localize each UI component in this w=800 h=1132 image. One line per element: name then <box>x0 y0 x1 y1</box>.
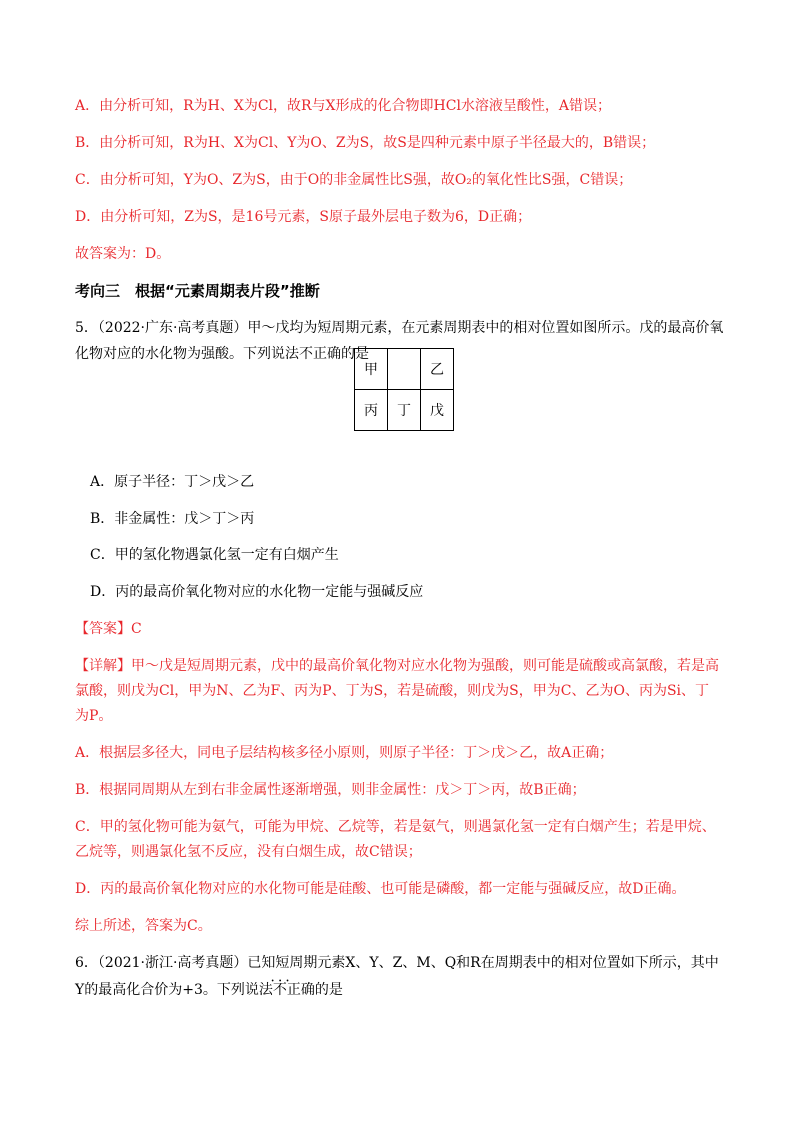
q5-stem-line1: 5．（2022·广东·高考真题）甲～戊均为短周期元素，在元素周期表中的相对位置如图所示。戊的最高价氧 <box>75 320 724 336</box>
section-heading: 考向三 根据“元素周期表片段”推断 <box>75 282 320 300</box>
cell-wu: 戊 <box>421 390 454 431</box>
cell-ding: 丁 <box>388 390 421 431</box>
periodic-table-fragment <box>354 348 454 431</box>
q6-emphasis-not-correct: • • • 不正确 <box>273 982 315 998</box>
analysis-c: C．由分析可知，Y为O、Z为S，由于O的非金属性比S强，故O₂的氧化性比S强，C错误； <box>75 172 633 188</box>
q6-stem-post: 的是 <box>314 982 343 998</box>
analysis-conclusion: 故答案为：D。 <box>75 246 171 262</box>
cell-empty <box>388 349 421 390</box>
q5-stem-line2: 化物对应的水化物为强酸。下列说法不正确的是 <box>75 346 369 362</box>
q5-analysis-c-line2: 乙烷等，则遇氯化氢不反应，没有白烟生成，故C错误； <box>75 844 422 860</box>
cell-jia: 甲 <box>355 349 388 390</box>
analysis-b: B．由分析可知，R为H、X为Cl、Y为O、Z为S，故S是四种元素中原子半径最大的，B错误； <box>75 135 656 151</box>
analysis-a: A．由分析可知，R为H、X为Cl，故R与X形成的化合物即HCl水溶液呈酸性，A错误； <box>75 98 612 114</box>
q5-conclusion: 综上所述，答案为C。 <box>75 918 212 934</box>
q6-stem-pre: Y的最高化合价为+3。下列说法 <box>75 982 273 998</box>
q5-analysis-d: D．丙的最高价氧化物对应的水化物可能是硅酸、也可能是磷酸，都一定能与强碱反应，故D正确。 <box>75 881 686 897</box>
q5-analysis-a: A．根据层多径大，同电子层结构核多径小原则，则原子半径：丁＞戊＞乙，故A正确； <box>75 745 614 761</box>
q5-analysis-c-line1: C．甲的氢化物可能为氨气，可能为甲烷、乙烷等，若是氨气，则遇氯化氢一定有白烟产生；若是甲烷、 <box>75 819 716 835</box>
q5-detail-line3: 为P。 <box>75 708 113 724</box>
q5-detail-line2: 氯酸，则戊为Cl，甲为N、乙为F、丙为P、丁为S，若是硫酸，则戊为S，甲为C、乙为O、丙为Si、丁 <box>75 683 710 699</box>
q5-option-c: C．甲的氢化物遇氯化氢一定有白烟产生 <box>90 547 339 563</box>
q6-stem-line2 <box>75 980 730 1000</box>
cell-bing: 丙 <box>355 390 388 431</box>
q6-stem-line1: 6．（2021·浙江·高考真题）已知短周期元素X、Y、Z、M、Q和R在周期表中的相对位置如下所示，其中 <box>75 955 719 971</box>
cell-yi: 乙 <box>421 349 454 390</box>
analysis-d: D．由分析可知，Z为S，是16号元素，S原子最外层电子数为6，D正确； <box>75 209 532 225</box>
q5-option-d: D．丙的最高价氧化物对应的水化物一定能与强碱反应 <box>90 584 424 600</box>
q5-option-b: B．非金属性：戊＞丁＞丙 <box>90 511 255 527</box>
q5-detail-line1: 【详解】甲～戊是短周期元素，戊中的最高价氧化物对应水化物为强酸，则可能是硫酸或高氯酸，若是高 <box>75 658 719 674</box>
q5-analysis-b: B．根据同周期从左到右非金属性逐渐增强，则非金属性：戊＞丁＞丙，故B正确； <box>75 782 586 798</box>
q5-answer: 【答案】C <box>75 621 142 637</box>
q5-option-a: A．原子半径：丁＞戊＞乙 <box>90 474 255 490</box>
